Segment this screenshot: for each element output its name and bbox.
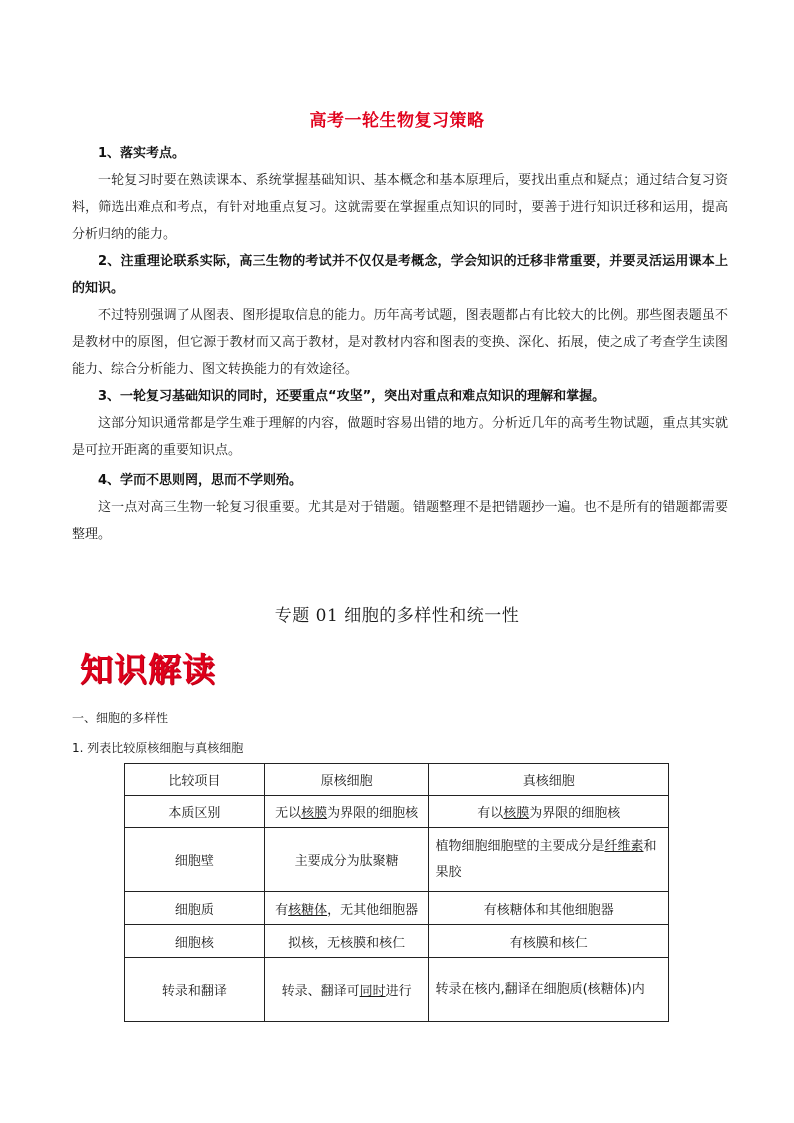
table-row (125, 958, 669, 1022)
header-cell: 原核细胞 (264, 764, 429, 796)
point-1-body: 一轮复习时要在熟读课本、系统掌握基础知识、基本概念和基本原理后，要找出重点和疑点；通过结合复习资料，筛选出难点和考点，有针对地重点复习。这就需要在掌握重点知识的同时，要善于进行知识迁移和运用，提高分析归纳的能力。 (72, 173, 728, 242)
table-cell-item: 本质区别 (125, 796, 265, 828)
table-header-row (125, 764, 669, 796)
page-title: 高考一轮生物复习策略 (309, 111, 485, 131)
table-cell-prokaryote: 无以核膜为界限的细胞核 (264, 796, 429, 828)
topic-title: 专题 01 细胞的多样性和统一性 (274, 606, 520, 626)
point-4-heading: 4、学而不思则罔，思而不学则殆。 (98, 473, 303, 488)
header-cell: 真核细胞 (429, 764, 669, 796)
table-cell-eukaryote: 转录在核内,翻译在细胞质(核糖体)内 (429, 958, 669, 1022)
table-cell-item: 细胞壁 (125, 828, 265, 892)
table-cell-item: 细胞质 (125, 892, 265, 925)
section-heading: 一、细胞的多样性 (72, 711, 169, 725)
table-cell-item: 细胞核 (125, 925, 265, 958)
table-cell-eukaryote: 有核糖体和其他细胞器 (429, 892, 669, 925)
point-3-body: 这部分知识通常都是学生难于理解的内容，做题时容易出错的地方。分析近几年的高考生物试题，重点其实就是可拉开距离的重要知识点。 (72, 416, 728, 458)
table-row (125, 892, 669, 925)
table-cell-eukaryote: 有核膜和核仁 (429, 925, 669, 958)
point-3-heading: 3、一轮复习基础知识的同时，还要重点“攻坚”，突出对重点和难点知识的理解和掌握。 (98, 389, 606, 404)
table-cell-prokaryote: 转录、翻译可同时进行 (264, 958, 429, 1022)
table-cell-eukaryote: 植物细胞细胞壁的主要成分是纤维素和果胶 (429, 828, 669, 892)
point-2-heading: 2、注重理论联系实际，高三生物的考试并不仅仅是考概念，学会知识的迁移非常重要，并要灵活运用课本上的知识。 (72, 254, 728, 296)
point-1-heading: 1、落实考点。 (98, 146, 186, 161)
comparison-table (124, 763, 669, 1022)
table-row (125, 925, 669, 958)
table-cell-prokaryote: 拟核，无核膜和核仁 (264, 925, 429, 958)
knowledge-banner: 知识解读 (80, 650, 216, 689)
table-cell-prokaryote: 主要成分为肽聚糖 (264, 828, 429, 892)
table-cell-item: 转录和翻译 (125, 958, 265, 1022)
header-cell: 比较项目 (125, 764, 265, 796)
table-cell-prokaryote: 有核糖体，无其他细胞器 (264, 892, 429, 925)
point-2-body: 不过特别强调了从图表、图形提取信息的能力。历年高考试题，图表题都占有比较大的比例。那些图表题虽不是教材中的原图，但它源于教材而又高于教材，是对教材内容和图表的变换、深化、拓展，使之成了考查学生读图能力、综合分析能力、图文转换能力的有效途径。 (72, 308, 728, 377)
table-row (125, 796, 669, 828)
point-4-body: 这一点对高三生物一轮复习很重要。尤其是对于错题。错题整理不是把错题抄一遍。也不是所有的错题都需要整理。 (72, 500, 728, 542)
table-cell-eukaryote: 有以核膜为界限的细胞核 (429, 796, 669, 828)
table-row (125, 828, 669, 892)
subsection-heading: 1. 列表比较原核细胞与真核细胞 (72, 741, 244, 755)
